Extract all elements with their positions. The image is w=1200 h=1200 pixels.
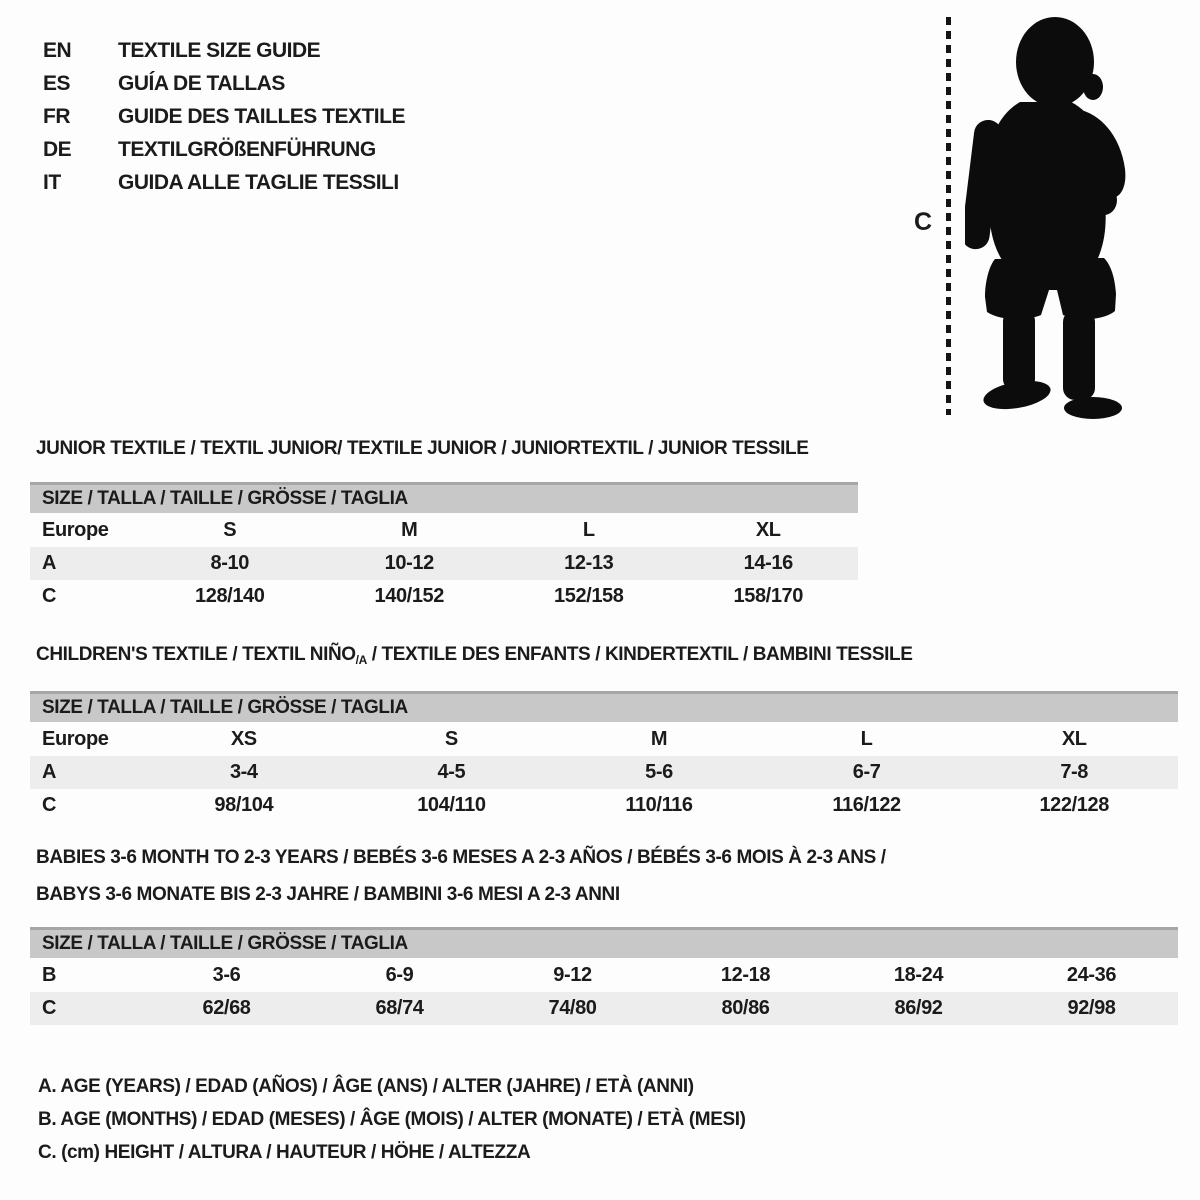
children-heading-suffix: / TEXTILE DES ENFANTS / KINDERTEXTIL / BAMBINI TESSILE xyxy=(366,644,913,665)
cell-value: 110/116 xyxy=(625,794,693,816)
language-code: IT xyxy=(43,170,61,194)
language-title: GUIDE DES TAILLES TEXTILE xyxy=(118,104,405,128)
language-code: FR xyxy=(43,104,70,128)
row-label: C xyxy=(42,585,57,607)
cell-value: 92/98 xyxy=(1067,997,1116,1019)
row-label: C xyxy=(42,997,57,1019)
cell-value: 80/86 xyxy=(721,997,770,1019)
cell-value: 68/74 xyxy=(375,997,424,1019)
row-label: C xyxy=(42,794,57,816)
cell-value: 122/128 xyxy=(1039,794,1109,816)
cell-value: 86/92 xyxy=(894,997,943,1019)
cell-value: 5-6 xyxy=(645,761,673,783)
babies-table xyxy=(30,927,1178,1025)
legend-line-b: B. AGE (MONTHS) / EDAD (MESES) / ÂGE (MOIS) / ALTER (MONATE) / ETÀ (MESI) xyxy=(38,1109,746,1130)
language-code: EN xyxy=(43,38,72,62)
language-code: DE xyxy=(43,137,72,161)
cell-value: 12-18 xyxy=(720,963,771,986)
cell-value: 14-16 xyxy=(743,552,793,574)
cell-value: 18-24 xyxy=(893,963,944,986)
size-header-bar: SIZE / TALLA / TAILLE / GRÖSSE / TAGLIA xyxy=(30,927,1178,958)
cell-value: XL xyxy=(755,518,781,541)
cell-value: 24-36 xyxy=(1066,963,1117,986)
children-heading xyxy=(36,643,912,672)
cell-value: 3-4 xyxy=(229,761,258,783)
cell-value: 6-9 xyxy=(385,963,414,986)
cell-value: 10-12 xyxy=(384,552,434,574)
table-row xyxy=(30,992,1178,1025)
table-row xyxy=(30,580,858,613)
language-title: TEXTILE SIZE GUIDE xyxy=(118,38,321,62)
cell-value: L xyxy=(860,727,873,750)
cell-value: M xyxy=(401,518,418,541)
language-row xyxy=(43,133,405,166)
row-label: Europe xyxy=(42,727,109,750)
cell-value: L xyxy=(582,518,595,541)
cell-value: 116/122 xyxy=(832,794,901,816)
row-label: Europe xyxy=(42,518,109,541)
cell-value: 140/152 xyxy=(374,585,444,607)
language-title: GUÍA DE TALLAS xyxy=(118,71,285,95)
cell-value: M xyxy=(650,727,668,750)
size-header-bar: SIZE / TALLA / TAILLE / GRÖSSE / TAGLIA xyxy=(30,482,858,513)
row-label: A xyxy=(42,761,57,783)
row-label: A xyxy=(42,552,57,574)
language-code: ES xyxy=(43,71,71,95)
cell-value: S xyxy=(444,727,458,750)
table-row xyxy=(30,756,1178,789)
cell-value: 12-13 xyxy=(564,552,614,574)
cell-value: 74/80 xyxy=(548,997,597,1019)
junior-table xyxy=(30,482,858,613)
cell-value: 6-7 xyxy=(852,761,881,783)
size-header-bar: SIZE / TALLA / TAILLE / GRÖSSE / TAGLIA xyxy=(30,691,1178,722)
table-row xyxy=(30,958,1178,992)
table-row xyxy=(30,513,858,547)
height-measure-label: C xyxy=(914,208,933,236)
cell-value: 3-6 xyxy=(212,963,241,986)
table-row xyxy=(30,722,1178,756)
cell-value: 104/110 xyxy=(417,794,486,816)
cell-value: XL xyxy=(1061,727,1087,750)
table-row xyxy=(30,547,858,580)
row-label: B xyxy=(42,963,57,986)
height-dashed-line xyxy=(946,17,951,415)
measure-legend xyxy=(38,1070,746,1169)
cell-value: 8-10 xyxy=(210,552,249,574)
cell-value: 152/158 xyxy=(554,585,624,607)
language-title: TEXTILGRÖßENFÜHRUNG xyxy=(118,137,376,161)
legend-line-c: C. (cm) HEIGHT / ALTURA / HAUTEUR / HÖHE / ALTEZZA xyxy=(38,1142,531,1163)
table-row xyxy=(30,789,1178,822)
cell-value: 9-12 xyxy=(553,963,592,986)
cell-value: 4-5 xyxy=(437,761,466,783)
cell-value: 98/104 xyxy=(214,794,274,816)
children-heading-subscript: /A xyxy=(355,653,367,667)
cell-value: 62/68 xyxy=(202,997,251,1019)
legend-line-a: A. AGE (YEARS) / EDAD (AÑOS) / ÂGE (ANS) / ALTER (JAHRE) / ETÀ (ANNI) xyxy=(38,1076,694,1097)
junior-heading: JUNIOR TEXTILE / TEXTIL JUNIOR/ TEXTILE JUNIOR / JUNIORTEXTIL / JUNIOR TESSILE xyxy=(36,438,809,459)
babies-heading-line2: BABYS 3-6 MONATE BIS 2-3 JAHRE / BAMBINI 3-6 MESI A 2-3 ANNI xyxy=(36,884,620,905)
language-row xyxy=(43,100,405,133)
children-table xyxy=(30,691,1178,822)
cell-value: 7-8 xyxy=(1060,761,1089,783)
language-row xyxy=(43,67,405,100)
toddler-silhouette-icon xyxy=(965,14,1135,419)
language-row xyxy=(43,34,405,67)
language-list xyxy=(43,34,405,199)
language-row xyxy=(43,166,405,199)
cell-value: S xyxy=(223,518,237,541)
babies-heading-line1: BABIES 3-6 MONTH TO 2-3 YEARS / BEBÉS 3-6 MESES A 2-3 AÑOS / BÉBÉS 3-6 MOIS À 2-3 ANS / xyxy=(36,847,886,868)
cell-value: XS xyxy=(230,727,257,750)
language-title: GUIDA ALLE TAGLIE TESSILI xyxy=(118,170,399,194)
cell-value: 158/170 xyxy=(733,585,803,607)
cell-value: 128/140 xyxy=(195,585,265,607)
children-heading-prefix: CHILDREN'S TEXTILE / TEXTIL NIÑO xyxy=(36,644,356,665)
